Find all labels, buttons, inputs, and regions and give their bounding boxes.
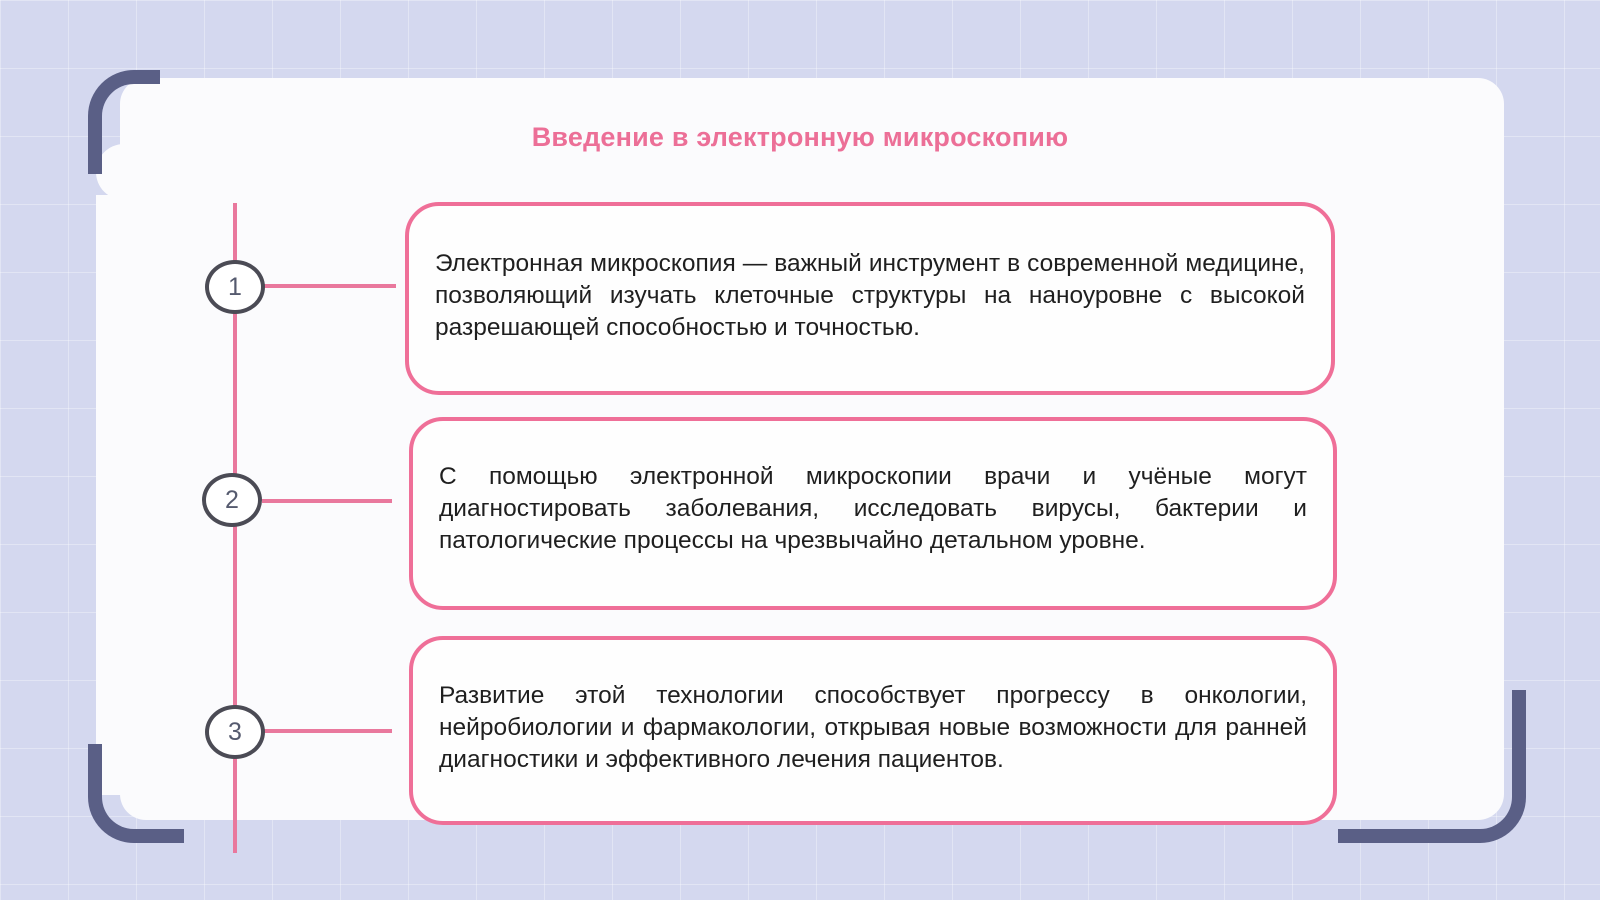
info-card-2 [409, 417, 1337, 610]
paper-edge-bump [96, 502, 156, 558]
paper-edge-bump [96, 592, 156, 648]
paper-edge-bump [96, 232, 156, 288]
timeline-connector [262, 499, 392, 503]
step-marker-2: 2 [202, 473, 262, 527]
corner-bracket-bottom-right [1338, 690, 1526, 843]
paper-edge-bump [96, 322, 156, 378]
card-text: Электронная микроскопия — важный инструмент в современной медицине, позволяющий изучать клеточные структуры на наноуровне с высокой разрешающей способностью и точностью. [435, 249, 1305, 341]
card-text: С помощью электронной микроскопии врачи и учёные могут диагностировать заболевания, исследовать вирусы, бактерии и патологические процессы на чрезвычайно детальном уровне. [439, 462, 1307, 554]
timeline-connector [262, 729, 392, 733]
corner-bracket-bottom-left [88, 744, 184, 843]
info-card-1 [405, 202, 1335, 395]
paper-edge-bump [96, 682, 156, 738]
card-text: Развитие этой технологии способствует прогрессу в онкологии, нейробиологии и фармакологии, открывая новые возможности для ранней диагностики и эффективного лечения пациентов. [439, 681, 1307, 773]
timeline-connector [262, 284, 396, 288]
paper-edge-bump [96, 412, 156, 468]
slide-title: Введение в электронную микроскопию [531, 122, 1069, 152]
step-marker-3: 3 [205, 705, 265, 759]
step-marker-1: 1 [205, 260, 265, 314]
info-card-3 [409, 636, 1337, 825]
